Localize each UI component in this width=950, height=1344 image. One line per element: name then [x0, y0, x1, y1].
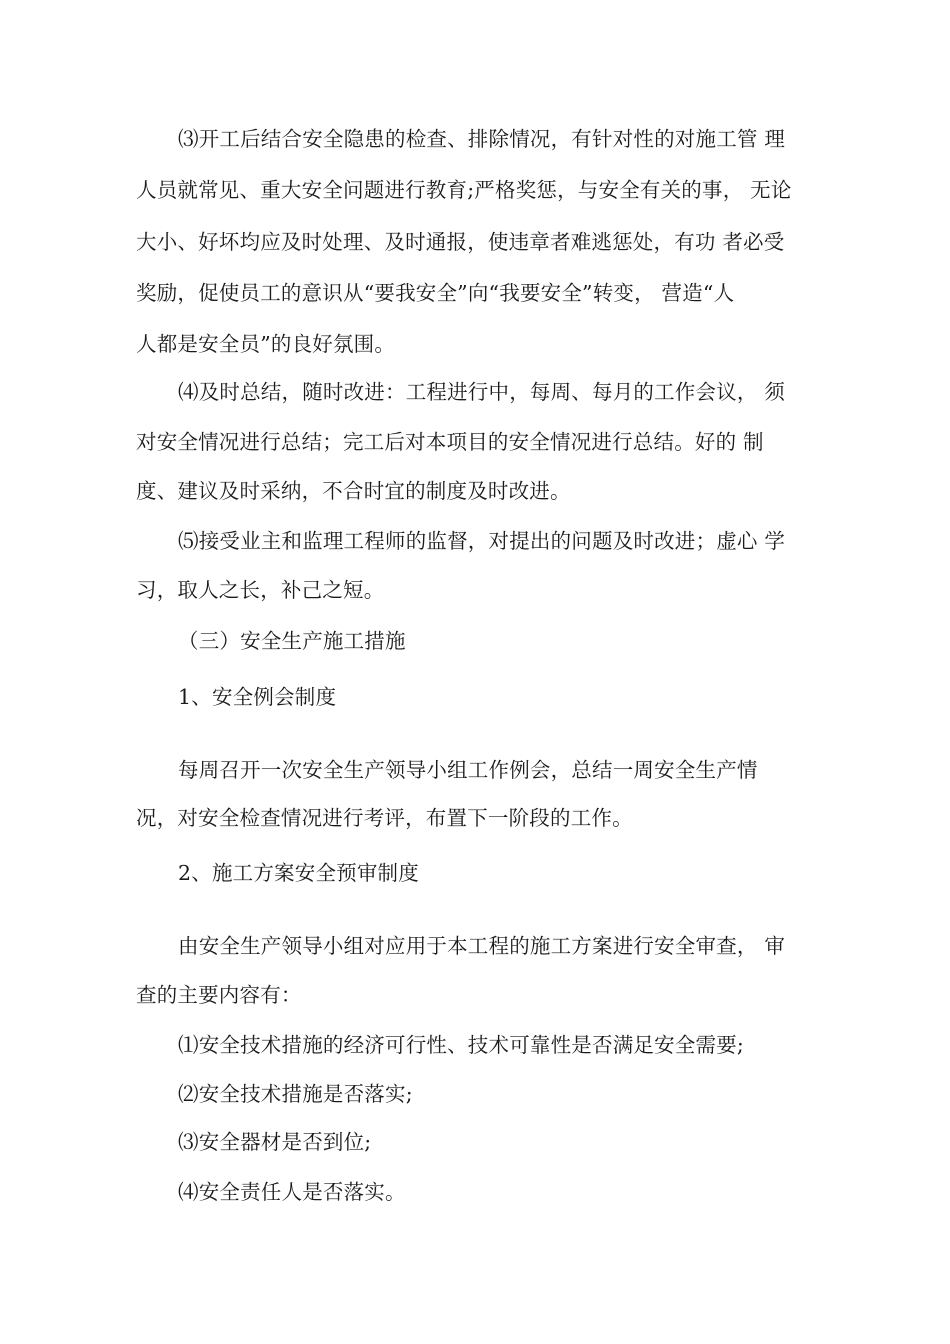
text-line-10: 习，取人之长，补己之短。 [136, 578, 385, 602]
text-line-8: 度、建议及时采纳，不合时宜的制度及时改进。 [136, 479, 571, 503]
text-line-2: 人员就常见、重大安全问题进行教育;严格奖惩，与安全有关的事， 无论 [136, 178, 792, 202]
text-line-7: 对安全情况进行总结；完工后对本项目的安全情况进行总结。好的 制 [136, 430, 764, 454]
subheading-2: 2、施工方案安全预审制度 [178, 861, 419, 885]
list-item-3: ⑶安全器材是否到位; [178, 1130, 372, 1154]
list-item-2: ⑵安全技术措施是否落实; [178, 1082, 413, 1106]
text-line-17: 查的主要内容有： [136, 983, 302, 1007]
list-item-1: ⑴安全技术措施的经济可行性、技术可靠性是否满足安全需要; [178, 1033, 745, 1057]
text-line-13: 每周召开一次安全生产领导小组工作例会，总结一周安全生产情 [178, 758, 758, 782]
text-line-5: 人都是安全员”的良好氛围。 [136, 332, 396, 356]
text-line-1: ⑶开工后结合安全隐患的检查、排除情况，有针对性的对施工管 理 [178, 127, 786, 151]
section-heading: （三）安全生产施工措施 [178, 629, 406, 653]
text-line-16: 由安全生产领导小组对应用于本工程的施工方案进行安全审查， 审 [178, 934, 786, 958]
text-line-3: 大小、好坏均应及时处理、及时通报，使违章者难逃惩处，有功 者必受 [136, 230, 785, 254]
text-line-14: 况，对安全检查情况进行考评，布置下一阶段的工作。 [136, 806, 633, 830]
text-line-4: 奖励，促使员工的意识从“要我安全”向“我要安全”转变， 营造“人 [136, 281, 735, 305]
text-line-6: ⑷及时总结，随时改进：工程进行中，每周、每月的工作会议， 须 [178, 380, 786, 404]
text-line-9: ⑸接受业主和监理工程师的监督，对提出的问题及时改进；虚心 学 [178, 529, 786, 553]
subheading-1: 1、安全例会制度 [178, 685, 337, 709]
list-item-4: ⑷安全责任人是否落实。 [178, 1180, 406, 1204]
